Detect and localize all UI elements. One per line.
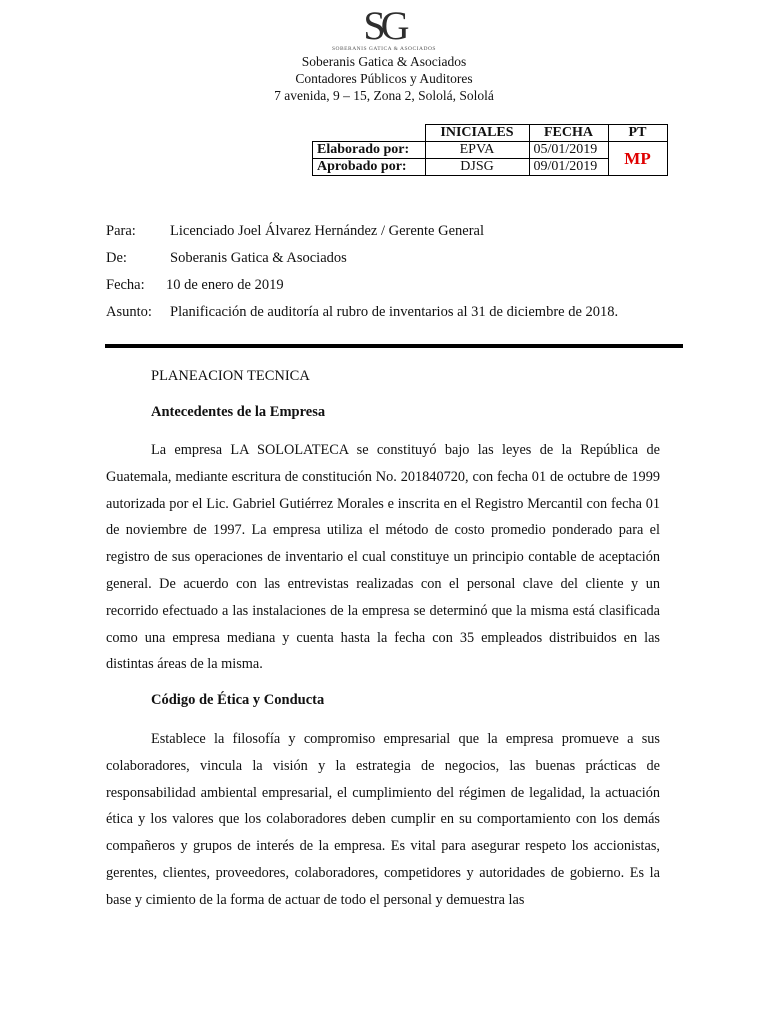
heading-planeacion: PLANEACION TECNICA [151,368,310,384]
memo-para-value: Licenciado Joel Álvarez Hernández / Gerente General [170,223,484,239]
paragraph-antecedentes: La empresa LA SOLOLATECA se constituyó bajo las leyes de la República de Guatemala, mediante escritura de constitución No. 201840720, con fecha 01 de octubre de 1999 autorizada por el Lic. Gabriel Gutiérrez Morales e inscrita en el Registro Mercantil con fecha 01 de noviembre de 1997. La empresa utiliza el método de costo promedio ponderado para el registro de sus operaciones de inventario el cual constituye un principio contable de aceptación general. De acuerdo con las entrevistas realizadas con el personal clave del cliente y un recorrido efectuado a las instalaciones de la empresa se determinó que la misma está clasificada como una empresa mediana y cuenta hasta la fecha con 35 empleados distribuidos en las distintas áreas de la misma. [106,442,660,673]
auth-row-label: Aprobado por: [313,159,426,176]
auth-date: 05/01/2019 [529,142,608,159]
paragraph-codigo-etica: Establece la filosofía y compromiso empresarial que la empresa promueve a sus colaboradores, vincula la visión y la estrategia de negocios, las buenas prácticas de responsabilidad ambiental empresarial, el cumplimiento del régimen de legalidad, la actuación ética y los valores que los colaboradores deben cumplir en su comportamiento con los demás compañeros y grupos de interés de la empresa. Es vital para asegurar respeto los accionistas, gerentes, clientes, proveedores, colaboradores, competidores y autoridades de gobierno. Es la base y cimiento de la forma de actuar de todo el personal y demuestra las [106,731,660,908]
auth-row-elaborado [313,142,668,159]
logo-firm-line: SOBERANIS GATICA & ASOCIADOS [331,46,436,52]
auth-header-date: FECHA [529,125,608,142]
pt-reference: MP [608,142,667,176]
auth-header-row [313,125,668,142]
firm-subtitle: Contadores Públicos y Auditores [295,71,473,86]
auth-initials: EPVA [425,142,529,159]
memo-de-label: De: [106,250,127,266]
authorization-table [312,124,668,176]
firm-header [0,53,768,104]
heading-codigo-etica: Código de Ética y Conducta [151,692,325,708]
memo-asunto-value: Planificación de auditoría al rubro de inventarios al 31 de diciembre de 2018. [170,304,619,320]
memo-fecha-value: 10 de enero de 2019 [166,277,284,293]
firm-name: Soberanis Gatica & Asociados [301,54,467,69]
auth-row-label: Elaborado por: [313,142,426,159]
firm-logo [0,2,768,54]
logo-monogram: SG [363,3,405,48]
firm-address: 7 avenida, 9 – 15, Zona 2, Sololá, Sololá [274,88,494,103]
auth-header-pt: PT [608,125,667,142]
memo-asunto-label: Asunto: [106,304,152,320]
auth-initials: DJSG [425,159,529,176]
heading-antecedentes: Antecedentes de la Empresa [151,404,326,420]
memo-fecha-label: Fecha: [106,277,145,293]
memo-para-label: Para: [106,223,136,239]
auth-header-blank [313,125,426,142]
auth-header-initials: INICIALES [425,125,529,142]
auth-date: 09/01/2019 [529,159,608,176]
section-divider [105,344,683,348]
memo-de-value: Soberanis Gatica & Asociados [170,250,347,266]
